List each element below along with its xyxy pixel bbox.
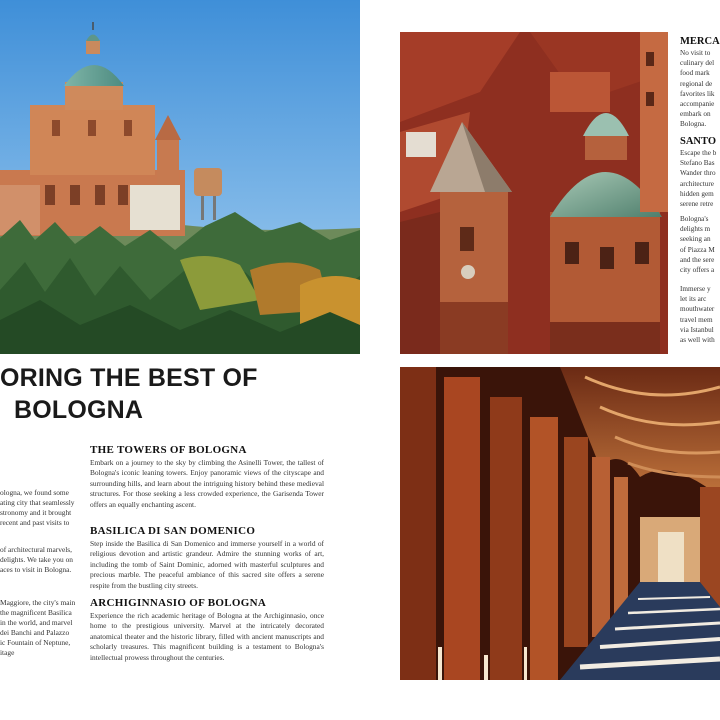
block-line: via Istanbul xyxy=(680,325,714,334)
block-line: as well with xyxy=(680,336,715,345)
block-line: city offers a xyxy=(680,266,715,275)
block-line: food mark xyxy=(680,69,710,78)
section-san-domenico xyxy=(90,525,324,591)
headline-line-1: ORING THE BEST OF xyxy=(0,364,258,392)
right-page xyxy=(360,0,720,720)
block-line: No visit to xyxy=(680,49,711,57)
immerse-block xyxy=(680,284,720,345)
portico-photo xyxy=(400,367,720,680)
block-line: seeking an xyxy=(680,235,711,244)
intro-line: ic Fountain of Neptune, xyxy=(0,638,71,647)
block-title: SANTO xyxy=(680,136,716,147)
block-line: regional de xyxy=(680,79,713,88)
block-line: Immerse y xyxy=(680,285,711,293)
basilica-photo xyxy=(0,0,360,354)
block-line: of Piazza M xyxy=(680,245,715,254)
section-body: Embark on a journey to the sky by climbing the Asinelli Tower, the tallest of Bologna's iconic leaning towers. Enjoy panoramic views of the cityscape and surrounding hills, and learn about the intriguing history behind these medieval structures. For those seeking a less crowded experience, the Garisenda Tower offers an equally enchanting ascent. xyxy=(90,458,324,509)
intro-line: delights. We take you on xyxy=(0,555,73,564)
block-line: favorites lik xyxy=(680,89,715,98)
block-title: MERCA xyxy=(680,36,720,47)
intro-line: ologna, we found some xyxy=(0,488,69,497)
block-line: delights m xyxy=(680,225,711,234)
block-line: Stefano Bas xyxy=(680,159,715,168)
santo-stefano-block xyxy=(680,136,720,209)
block-line: and the sere xyxy=(680,255,715,264)
intro-line: aces to visit in Bologna. xyxy=(0,565,72,574)
block-line: accompanie xyxy=(680,100,715,109)
intro-line: recent and past visits to xyxy=(0,518,70,527)
section-body: Experience the rich academic heritage of Bologna at the Archiginnasio, once home to the prestigious university. Marvel at the intricately decorated anatomical theater and the historic library, filled with ancient manuscripts and scholarly treasures. This magnificent building is a testament to Bologna's intellectual prowess throughout the centuries. xyxy=(90,611,324,662)
section-body: Step inside the Basilica di San Domenico and immerse yourself in a world of religious devotion and artistic grandeur. Admire the stunning works of art, including the tomb of Saint Dominic, adorned with masterful sculptures and precious marble. The peaceful ambiance of this sacred site offers a serene respite from the bustling city streets. xyxy=(90,539,324,590)
piazza-block xyxy=(680,214,720,275)
block-line: architecture xyxy=(680,179,714,188)
section-title: ARCHIGINNASIO OF BOLOGNA xyxy=(90,597,267,609)
intro-line: Maggiore, the city's main xyxy=(0,598,76,607)
section-title: BASILICA DI SAN DOMENICO xyxy=(90,525,256,537)
intro-line: of architectural marvels, xyxy=(0,545,73,554)
block-line: travel mem xyxy=(680,315,713,324)
intro-line: in the world, and marvel xyxy=(0,618,73,627)
intro-line: stronomy and it brought xyxy=(0,508,72,517)
block-line: Escape the b xyxy=(680,149,717,157)
mercato-block xyxy=(680,36,720,130)
block-line: embark on xyxy=(680,110,711,119)
aerial-domes-photo xyxy=(400,32,668,354)
intro-line: ating city that seamlessly xyxy=(0,498,75,507)
block-line: serene retre xyxy=(680,200,714,209)
headline-line-2: BOLOGNA xyxy=(14,396,144,424)
block-line: Bologna's xyxy=(680,215,709,223)
block-line: let its arc xyxy=(680,295,707,304)
section-title: THE TOWERS OF BOLOGNA xyxy=(90,444,247,456)
block-line: mouthwater xyxy=(680,305,715,314)
block-line: Bologna. xyxy=(680,120,707,129)
intro-line: itage xyxy=(0,648,15,657)
section-archiginnasio xyxy=(90,597,324,663)
block-line: culinary del xyxy=(680,59,715,68)
intro-line: the magnificent Basilica xyxy=(0,608,72,617)
section-towers xyxy=(90,444,324,510)
block-line: hidden gem xyxy=(680,189,714,198)
intro-line: dei Banchi and Palazzo xyxy=(0,628,70,637)
block-line: Wander thro xyxy=(680,169,716,178)
